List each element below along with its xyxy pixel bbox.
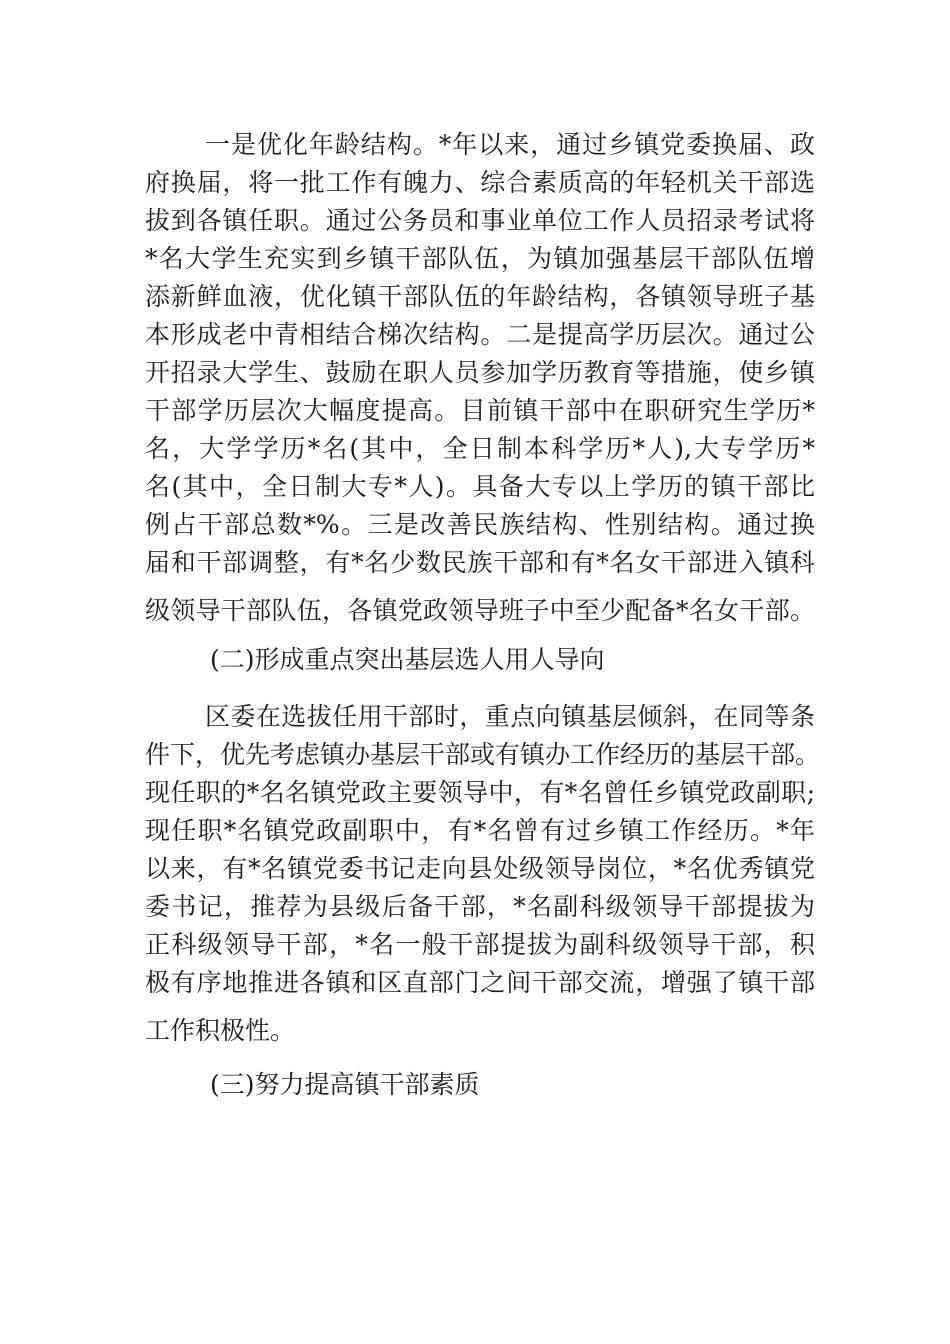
paragraph-1-line-2: 府换届，将一批工作有魄力、综合素质高的年轻机关干部选 (145, 168, 815, 197)
paragraph-1-line-9: 名，大学学历*名(其中，全日制本科学历*人),大专学历* (145, 434, 815, 463)
section-heading-2: (二)形成重点突出基层选人用人导向 (210, 645, 605, 674)
paragraph-2-line-1: 区委在选拔任用干部时，重点向镇基层倾斜，在同等条 (205, 702, 815, 731)
paragraph-1-line-11: 例占干部总数*%。三是改善民族结构、性别结构。通过换 (145, 510, 815, 539)
paragraph-1-line-6: 本形成老中青相结合梯次结构。二是提高学历层次。通过公 (145, 320, 815, 349)
paragraph-2-line-8: 极有序地推进各镇和区直部门之间干部交流，增强了镇干部 (145, 968, 815, 997)
paragraph-2-line-2: 件下，优先考虑镇办基层干部或有镇办工作经历的基层干部。 (145, 740, 821, 769)
paragraph-1-line-8: 干部学历层次大幅度提高。目前镇干部中在职研究生学历* (145, 396, 815, 425)
paragraph-1-line-5: 添新鲜血液，优化镇干部队伍的年龄结构，各镇领导班子基 (145, 282, 815, 311)
paragraph-2-line-9: 工作积极性。 (145, 1016, 296, 1045)
paragraph-2-line-5: 以来，有*名镇党委书记走向县处级领导岗位，*名优秀镇党 (145, 854, 815, 883)
paragraph-2-line-7: 正科级领导干部，*名一般干部提拔为副科级领导干部，积 (145, 930, 815, 959)
paragraph-1-line-7: 开招录大学生、鼓励在职人员参加学历教育等措施，使乡镇 (145, 358, 815, 387)
paragraph-1-line-12: 届和干部调整，有*名少数民族干部和有*名女干部进入镇科 (145, 548, 815, 577)
section-heading-3: (三)努力提高镇干部素质 (210, 1070, 480, 1099)
paragraph-2-line-4: 现任职*名镇党政副职中，有*名曾有过乡镇工作经历。*年 (145, 816, 815, 845)
paragraph-1-line-3: 拔到各镇任职。通过公务员和事业单位工作人员招录考试将 (145, 206, 815, 235)
paragraph-1-line-1: 一是优化年龄结构。*年以来，通过乡镇党委换届、政 (205, 130, 815, 159)
paragraph-2-line-6: 委书记，推荐为县级后备干部，*名副科级领导干部提拔为 (145, 892, 815, 921)
paragraph-1-line-13: 级领导干部队伍，各镇党政领导班子中至少配备*名女干部。 (145, 596, 815, 625)
paragraph-2-line-3: 现任职的*名名镇党政主要领导中，有*名曾任乡镇党政副职; (145, 778, 815, 807)
paragraph-1-line-4: *名大学生充实到乡镇干部队伍，为镇加强基层干部队伍增 (145, 244, 815, 273)
paragraph-1-line-10: 名(其中，全日制大专*人)。具备大专以上学历的镇干部比 (145, 472, 815, 501)
